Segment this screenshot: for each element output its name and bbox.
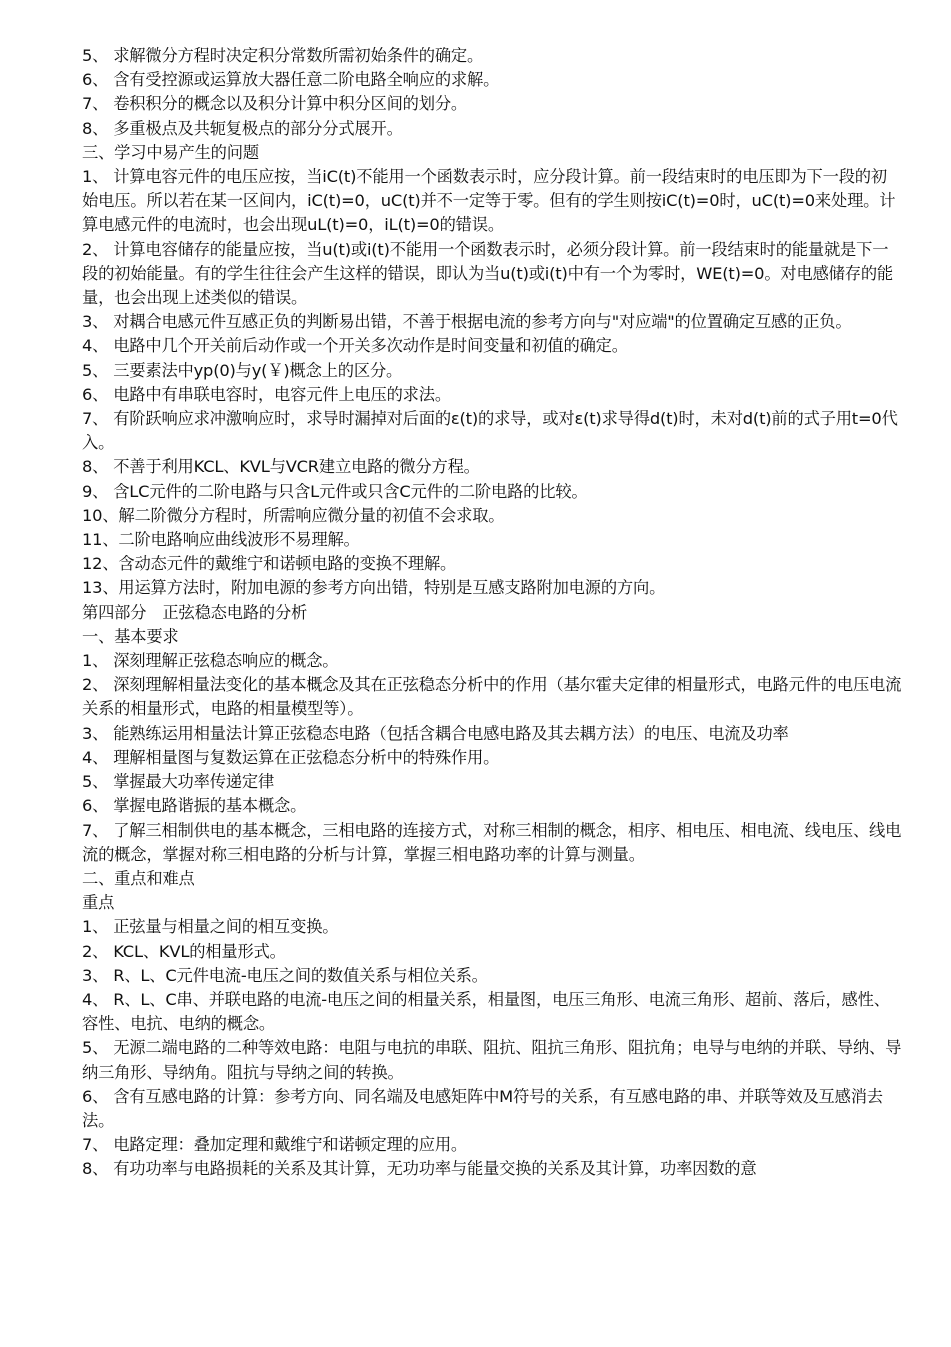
text-line: 1、 深刻理解正弦稳态响应的概念。: [82, 651, 339, 671]
text-line: 11、二阶电路响应曲线波形不易理解。: [82, 530, 360, 550]
part-heading: 第四部分 正弦稳态电路的分析: [82, 602, 308, 622]
text-line: 3、 对耦合电感元件互感正负的判断易出错，不善于根据电流的参考方向与"对应端"的位置确定互感的正负。: [82, 312, 852, 332]
text-line: 5、 求解微分方程时决定积分常数所需初始条件的确定。: [82, 46, 484, 65]
text-line: 10、解二阶微分方程时，所需响应微分量的初值不会求取。: [82, 505, 505, 525]
text-line: 8、 多重极点及共轭复极点的部分分式展开。: [82, 118, 403, 138]
section-heading: 二、重点和难点: [82, 868, 195, 888]
text-line: 6、 电路中有串联电容时，电容元件上电压的求法。: [82, 384, 451, 404]
text-line: 5、 无源二端电路的二种等效电路：电阻与电抗的串联、阻抗、阻抗三角形、阻抗角；电导与电纳的并联、导纳、导纳三角形、导纳角。阻抗与导纳之间的转换。: [82, 1038, 902, 1082]
text-line: 6、 含有互感电路的计算：参考方向、同名端及电感矩阵中M符号的关系，有互感电路的串、并联等效及互感消去法。: [82, 1086, 883, 1130]
text-line: 5、 三要素法中yp(0)与y(￥)概念上的区分。: [82, 360, 403, 380]
text-line: 7、 电路定理：叠加定理和戴维宁和诺顿定理的应用。: [82, 1135, 468, 1155]
section-heading: 三、学习中易产生的问题: [82, 142, 259, 162]
text-line: 8、 不善于利用KCL、KVL与VCR建立电路的微分方程。: [82, 457, 480, 477]
document-body: [82, 44, 902, 1182]
text-line: 4、 电路中几个开关前后动作或一个开关多次动作是时间变量和初值的确定。: [82, 336, 628, 356]
text-line: 3、 R、L、C元件电流-电压之间的数值关系与相位关系。: [82, 965, 488, 985]
text-line: 6、 含有受控源或运算放大器任意二阶电路全响应的求解。: [82, 70, 500, 90]
text-line: 6、 掌握电路谐振的基本概念。: [82, 796, 307, 816]
text-line: 2、 深刻理解相量法变化的基本概念及其在正弦稳态分析中的作用（基尔霍夫定律的相量形式，电路元件的电压电流关系的相量形式，电路的相量模型等）。: [82, 675, 902, 719]
text-line: 4、 R、L、C串、并联电路的电流-电压之间的相量关系，相量图，电压三角形、电流三角形、超前、落后，感性、容性、电抗、电纳的概念。: [82, 989, 890, 1034]
text-line: 5、 掌握最大功率传递定律: [82, 772, 275, 792]
text-line: 9、 含LC元件的二阶电路与只含L元件或只含C元件的二阶电路的比较。: [82, 481, 588, 501]
text-line: 7、 了解三相制供电的基本概念，三相电路的连接方式，对称三相制的概念，相序、相电压、相电流、线电压、线电流的概念，掌握对称三相电路的分析与计算，掌握三相电路功率的计算与测量。: [82, 820, 902, 864]
text-line: 2、 KCL、KVL的相量形式。: [82, 941, 286, 961]
subsection-heading: 重点: [82, 893, 115, 913]
text-line: 13、用运算方法时，附加电源的参考方向出错，特别是互感支路附加电源的方向。: [82, 578, 666, 598]
section-heading: 一、基本要求: [82, 626, 179, 646]
text-line: 1、 计算电容元件的电压应按，当iC(t)不能用一个函数表示时，应分段计算。前一段结束时的电压即为下一段的初始电压。所以若在某一区间内，iC(t)=0，uC(t)并不一定等于零。但有的学生则按iC(t)=0时，uC(t)=0来处理。计算电感元件的电流时，也会出现uL(t)=0，iL(t)=0的错误。: [82, 167, 896, 235]
text-line: 1、 正弦量与相量之间的相互变换。: [82, 917, 339, 937]
text-line: 3、 能熟练运用相量法计算正弦稳态电路（包括含耦合电感电路及其去耦方法）的电压、电流及功率: [82, 723, 789, 743]
text-line: 8、 有功功率与电路损耗的关系及其计算，无功功率与能量交换的关系及其计算，功率因数的意: [82, 1159, 757, 1179]
text-line: 12、含动态元件的戴维宁和诺顿电路的变换不理解。: [82, 554, 457, 574]
text-line: 7、 有阶跃响应求冲激响应时，求导时漏掉对后面的ε(t)的求导，或对ε(t)求导得d(t)时，未对d(t)前的式子用t=0代入。: [82, 409, 898, 453]
text-line: 2、 计算电容储存的能量应按，当u(t)或i(t)不能用一个函数表示时，必须分段计算。前一段结束时的能量就是下一段的初始能量。有的学生往往会产生这样的错误，即认为当u(t)或i(t)中有一个为零时，WE(t)=0。对电感储存的能量，也会出现上述类似的错误。: [82, 239, 893, 308]
text-line: 4、 理解相量图与复数运算在正弦稳态分析中的特殊作用。: [82, 747, 500, 767]
text-line: 7、 卷积积分的概念以及积分计算中积分区间的划分。: [82, 94, 468, 114]
